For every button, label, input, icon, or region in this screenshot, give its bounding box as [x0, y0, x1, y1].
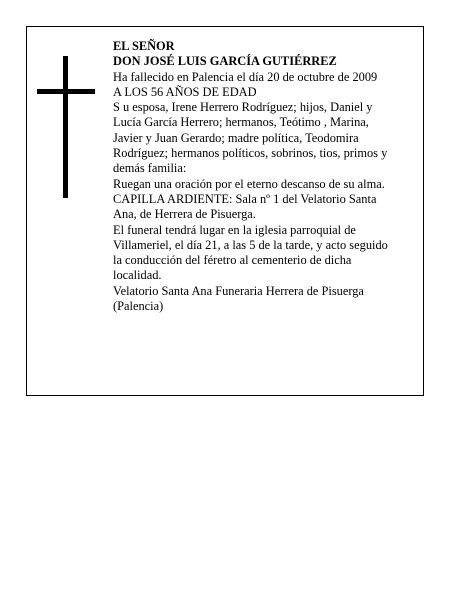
chapel-line: CAPILLA ARDIENTE: Sala nº 1 del Velatorio Santa	[113, 191, 377, 206]
notice-heading: EL SEÑOR	[113, 39, 175, 53]
chapel-line: Ana, de Herrera de Pisuerga.	[113, 207, 256, 222]
funeral-line: la conducción del féretro al cementerio de dicha	[113, 253, 352, 268]
age-line: A LOS 56 AÑOS DE EDAD	[113, 84, 257, 99]
family-line: S u esposa, Irene Herrero Rodríguez; hijos, Daniel y	[113, 100, 373, 115]
family-line: Lucía García Herrero; hermanos, Teótimo , Marina,	[113, 115, 369, 130]
death-line: Ha fallecido en Palencia el día 20 de octubre de 2009	[113, 69, 378, 84]
notice-text	[113, 39, 417, 314]
cross-icon	[37, 56, 95, 198]
cross-horizontal-bar	[37, 89, 95, 94]
prayer-line: Ruegan una oración por el eterno descanso de su alma.	[113, 176, 385, 191]
funeral-home-line: Velatorio Santa Ana Funeraria Herrera de Pisuerga	[113, 283, 364, 298]
funeral-line: localidad.	[113, 268, 162, 283]
family-line: Rodríguez; hermanos políticos, sobrinos, tios, primos y	[113, 146, 388, 161]
deceased-name: DON JOSÉ LUIS GARCÍA GUTIÉRREZ	[113, 54, 337, 69]
family-paragraph	[113, 100, 417, 176]
cross-vertical-bar	[63, 56, 68, 198]
chapel-paragraph	[113, 192, 417, 223]
family-line: Javier y Juan Gerardo; madre política, Teodomira	[113, 130, 359, 145]
funeral-home-paragraph	[113, 284, 417, 315]
obituary-notice	[26, 26, 424, 396]
family-line: demás familia:	[113, 161, 187, 176]
funeral-line: Villameriel, el día 21, a las 5 de la tarde, y acto seguido	[113, 237, 388, 252]
funeral-home-line: (Palencia)	[113, 299, 164, 314]
funeral-line: El funeral tendrá lugar en la iglesia parroquial de	[113, 222, 356, 237]
funeral-paragraph	[113, 223, 417, 284]
